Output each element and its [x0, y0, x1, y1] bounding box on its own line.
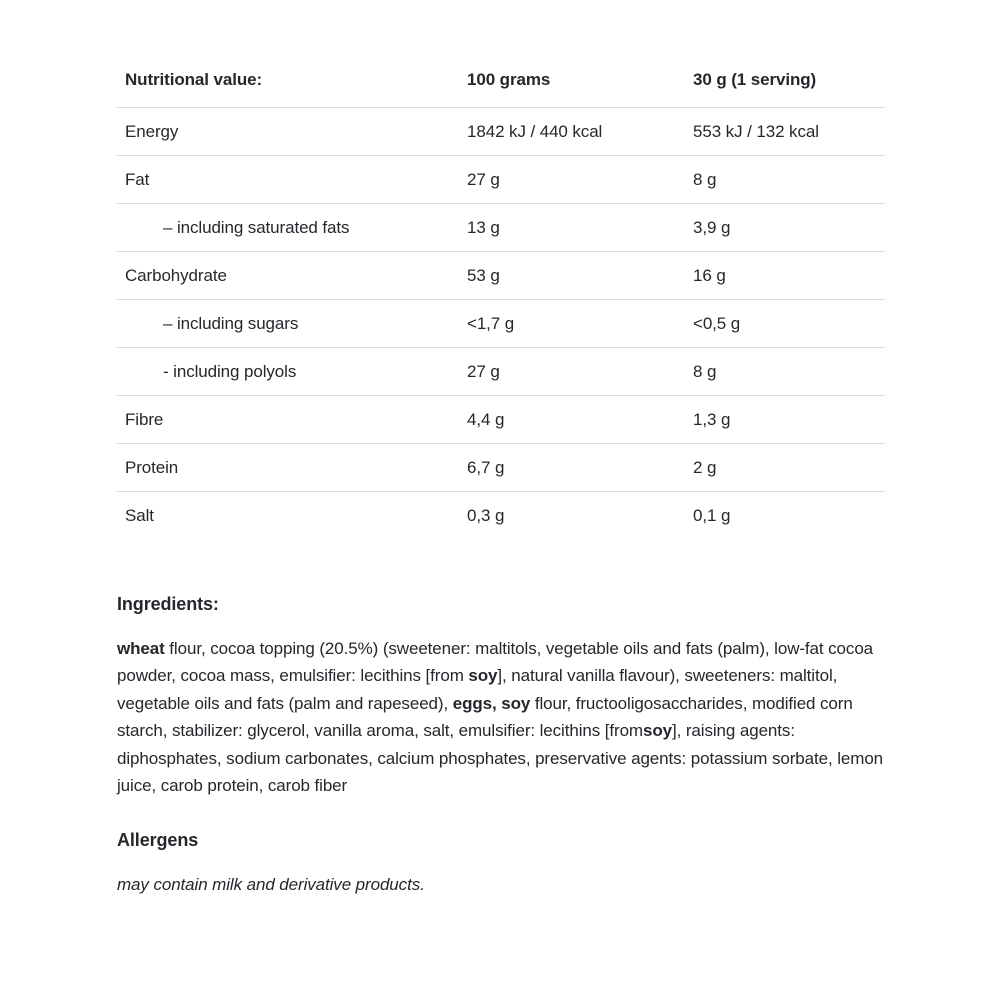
col-header-100-grams: 100 grams: [459, 70, 685, 108]
nutrition-table-body: [117, 108, 885, 540]
value-per-serving: 16 g: [685, 252, 885, 300]
allergens-section: [117, 830, 885, 898]
value-per-100g: 4,4 g: [459, 396, 685, 444]
table-header-row: [117, 70, 885, 108]
ingredient-allergen-emphasis: soy: [501, 693, 531, 713]
col-header-nutritional-value: Nutritional value:: [117, 70, 459, 108]
nutrient-label: Protein: [117, 444, 459, 492]
ingredient-allergen-emphasis: soy: [468, 666, 498, 685]
ingredient-text-run: ], natural vanilla flavour), sweeteners: maltitol, vegetable oils and fats (palm and rapeseed),: [117, 666, 838, 713]
value-per-serving: 3,9 g: [685, 204, 885, 252]
table-row: [117, 252, 885, 300]
nutrient-label: Salt: [125, 505, 154, 525]
nutrient-label: Energy: [117, 108, 459, 156]
table-row: [117, 108, 885, 156]
ingredient-text-run: flour, cocoa topping (20.5%) (sweetener: maltitols, vegetable oils and fats (palm), low-fat cocoa powder, cocoa mass, emulsifier: lecithins [from: [117, 638, 874, 685]
value-per-100g: <1,7 g: [459, 300, 685, 348]
value-per-serving: 8 g: [685, 156, 885, 204]
ingredient-allergen-emphasis: wheat: [117, 638, 165, 658]
value-per-100g: 13 g: [459, 204, 685, 252]
ingredients-text: [117, 635, 885, 800]
value-per-100g: 1842 kJ / 440 kcal: [459, 108, 685, 156]
value-per-serving: 1,3 g: [685, 396, 885, 444]
nutrient-label: – including sugars: [117, 300, 459, 348]
ingredients-heading: Ingredients:: [117, 593, 219, 614]
table-row: [117, 300, 885, 348]
nutrition-table: [117, 70, 885, 540]
value-per-100g: 27 g: [459, 156, 685, 204]
table-row: [117, 204, 885, 252]
ingredient-allergen-emphasis: eggs,: [452, 693, 497, 713]
value-per-serving: <0,5 g: [685, 300, 885, 348]
value-per-100g: 27 g: [459, 348, 685, 396]
nutrient-label: Fibre: [117, 396, 459, 444]
nutrition-label-page: [117, 70, 885, 898]
value-per-100g: 0,3 g: [467, 505, 505, 525]
ingredient-text-run: ], raising agents: diphosphates, sodium carbonates, calcium phosphates, preservative agents: potassium sorbate, lemon juice, carob protein, carob fiber: [117, 721, 884, 795]
ingredients-section: [117, 594, 885, 800]
table-row: [117, 444, 885, 492]
ingredient-allergen-emphasis: soy: [643, 721, 672, 740]
value-per-serving: 553 kJ / 132 kcal: [685, 108, 885, 156]
ingredient-text-run: flour, fructooligosaccharides, modified corn starch, stabilizer: glycerol, vanilla aroma, salt, emulsifier: lecithins [from: [117, 693, 853, 740]
value-per-serving: 0,1 g: [693, 505, 731, 525]
value-per-serving: 8 g: [685, 348, 885, 396]
value-per-100g: 6,7 g: [459, 444, 685, 492]
value-per-serving: 2 g: [685, 444, 885, 492]
allergens-text: may contain milk and derivative products.: [117, 874, 425, 894]
table-row: [117, 348, 885, 396]
nutrient-label: Carbohydrate: [117, 252, 459, 300]
nutrient-label: - including polyols: [117, 348, 459, 396]
allergens-heading: Allergens: [117, 829, 199, 850]
col-header-serving: 30 g (1 serving): [685, 70, 885, 108]
nutrient-label: Fat: [117, 156, 459, 204]
table-row: [117, 156, 885, 204]
table-row: [117, 492, 885, 540]
nutrient-label: – including saturated fats: [117, 204, 459, 252]
table-row: [117, 396, 885, 444]
value-per-100g: 53 g: [459, 252, 685, 300]
